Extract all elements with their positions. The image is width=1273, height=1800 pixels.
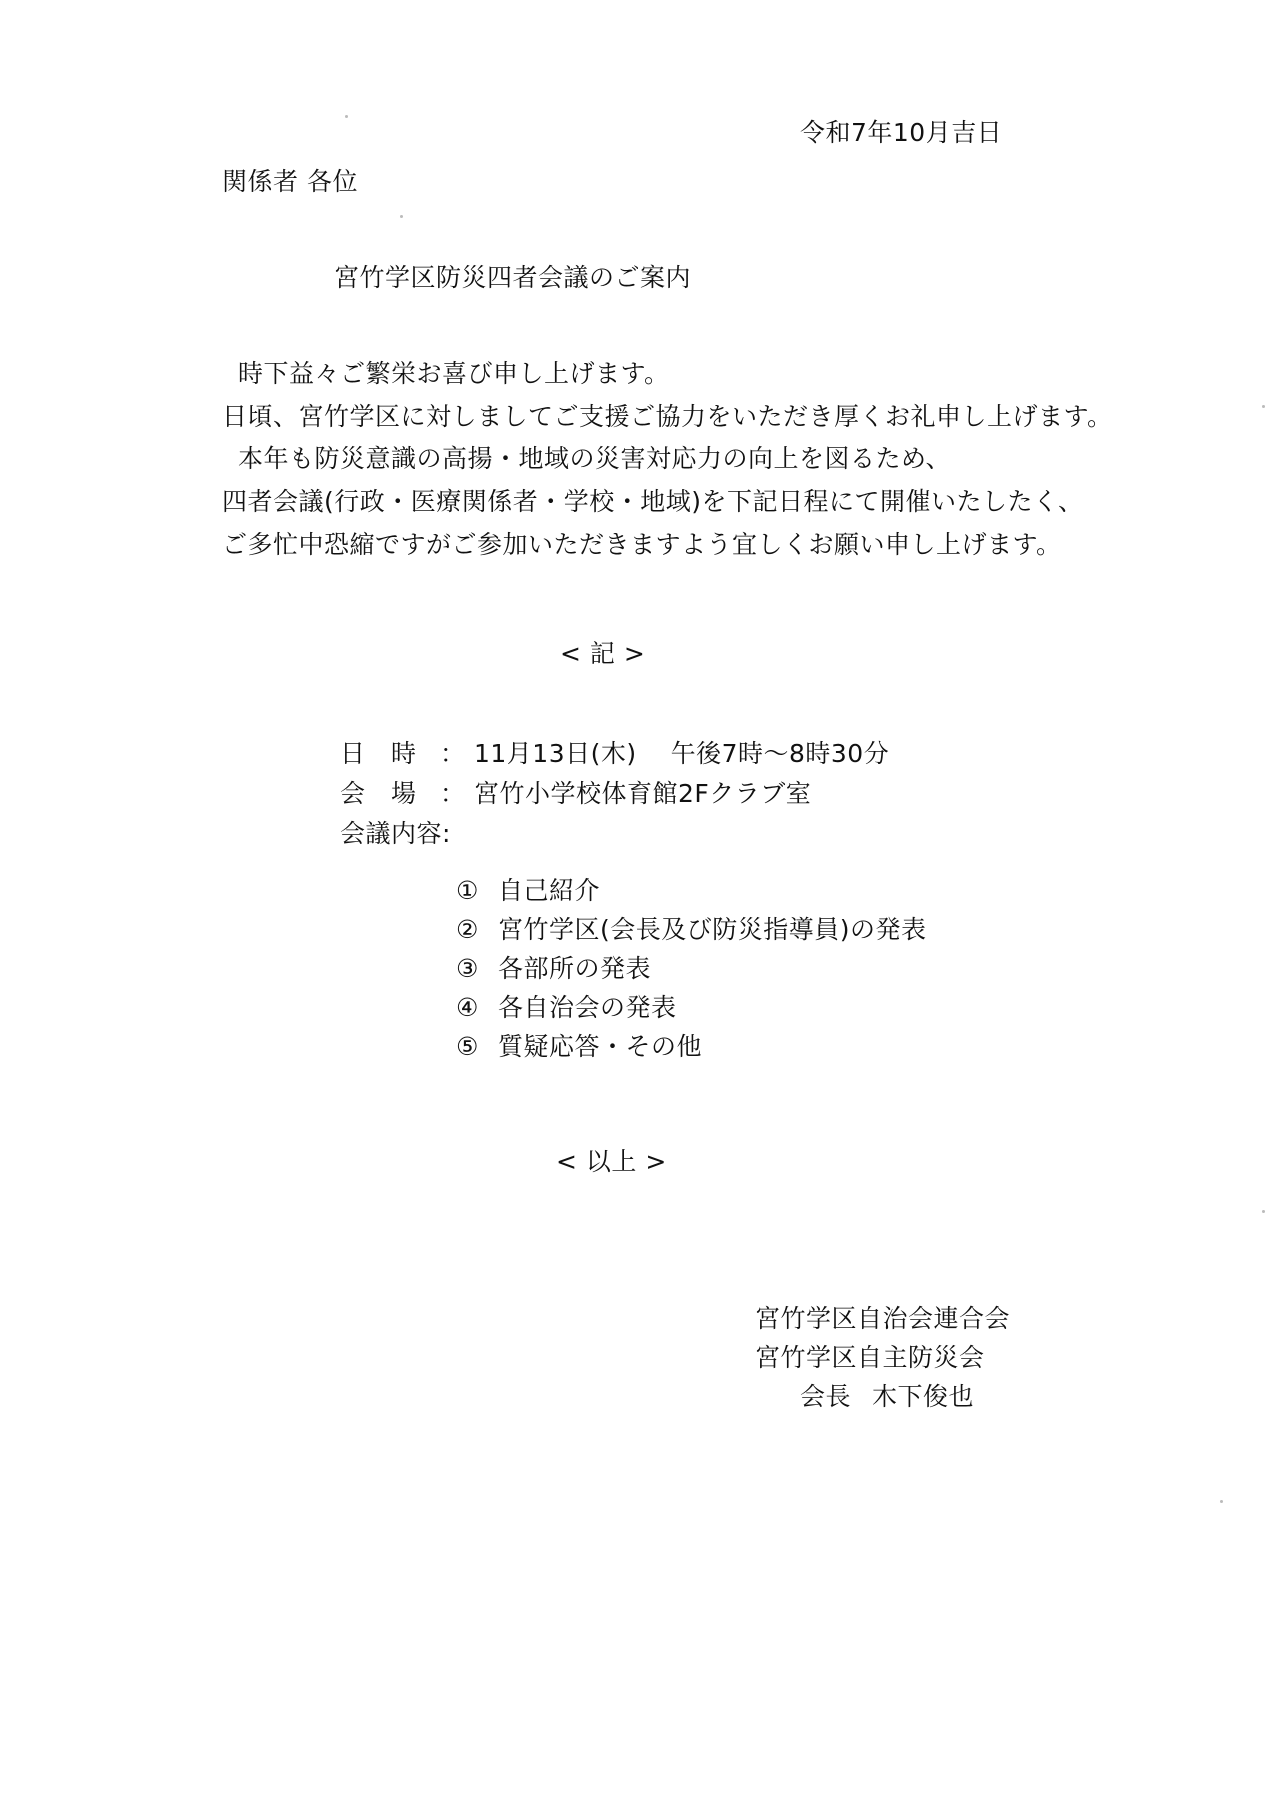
body-paragraph-4: 四者会議(行政・医療関係者・学校・地域)を下記日程にて開催いたしたく、 — [222, 487, 1084, 516]
scan-speck — [1262, 1210, 1265, 1213]
sender-org-2: 宮竹学区自主防災会 — [755, 1343, 985, 1372]
agenda-item-text: 各部所の発表 — [498, 954, 652, 983]
issue-date: 令和7年10月吉日 — [800, 118, 1003, 147]
scan-speck — [400, 215, 403, 218]
sender-role: 会長 — [800, 1382, 852, 1411]
agenda-item-text: 自己紹介 — [498, 876, 601, 905]
agenda-item-number: ③ — [456, 954, 479, 983]
document-title: 宮竹学区防災四者会議のご案内 — [334, 263, 692, 292]
venue-colon: ： — [440, 779, 466, 808]
agenda-item-number: ① — [456, 876, 479, 905]
datetime-colon: ： — [440, 739, 466, 768]
agenda-item-number: ⑤ — [456, 1032, 479, 1061]
body-paragraph-2: 日頃、宮竹学区に対しましてご支援ご協力をいただき厚くお礼申し上げます。 — [222, 402, 1113, 431]
agenda-label: 会議内容: — [340, 819, 451, 848]
agenda-item-text: 宮竹学区(会長及び防災指導員)の発表 — [498, 915, 927, 944]
venue-label: 会 場 — [340, 779, 417, 808]
recipient-line: 関係者 各位 — [222, 167, 358, 196]
agenda-item-text: 各自治会の発表 — [498, 993, 677, 1022]
scan-speck — [345, 115, 348, 118]
agenda-item-text: 質疑応答・その他 — [498, 1032, 703, 1061]
venue-value: 宮竹小学校体育館2Fクラブ室 — [474, 779, 812, 808]
sender-name: 木下俊也 — [872, 1382, 975, 1411]
ki-heading: < 記 > — [560, 639, 646, 668]
sender-org-1: 宮竹学区自治会連合会 — [755, 1304, 1011, 1333]
body-paragraph-5: ご多忙中恐縮ですがご参加いただきますよう宜しくお願い申し上げます。 — [222, 530, 1062, 559]
agenda-item-number: ④ — [456, 993, 479, 1022]
closing-mark: < 以上 > — [556, 1147, 667, 1176]
agenda-item-number: ② — [456, 915, 479, 944]
datetime-value: 11月13日(木) 午後7時～8時30分 — [474, 739, 890, 768]
scan-speck — [1220, 1500, 1223, 1503]
body-paragraph-1: 時下益々ご繁栄お喜び申し上げます。 — [238, 359, 670, 388]
body-paragraph-3: 本年も防災意識の高揚・地域の災害対応力の向上を図るため、 — [238, 444, 952, 473]
scan-speck — [1262, 405, 1265, 408]
datetime-label: 日 時 — [340, 739, 417, 768]
